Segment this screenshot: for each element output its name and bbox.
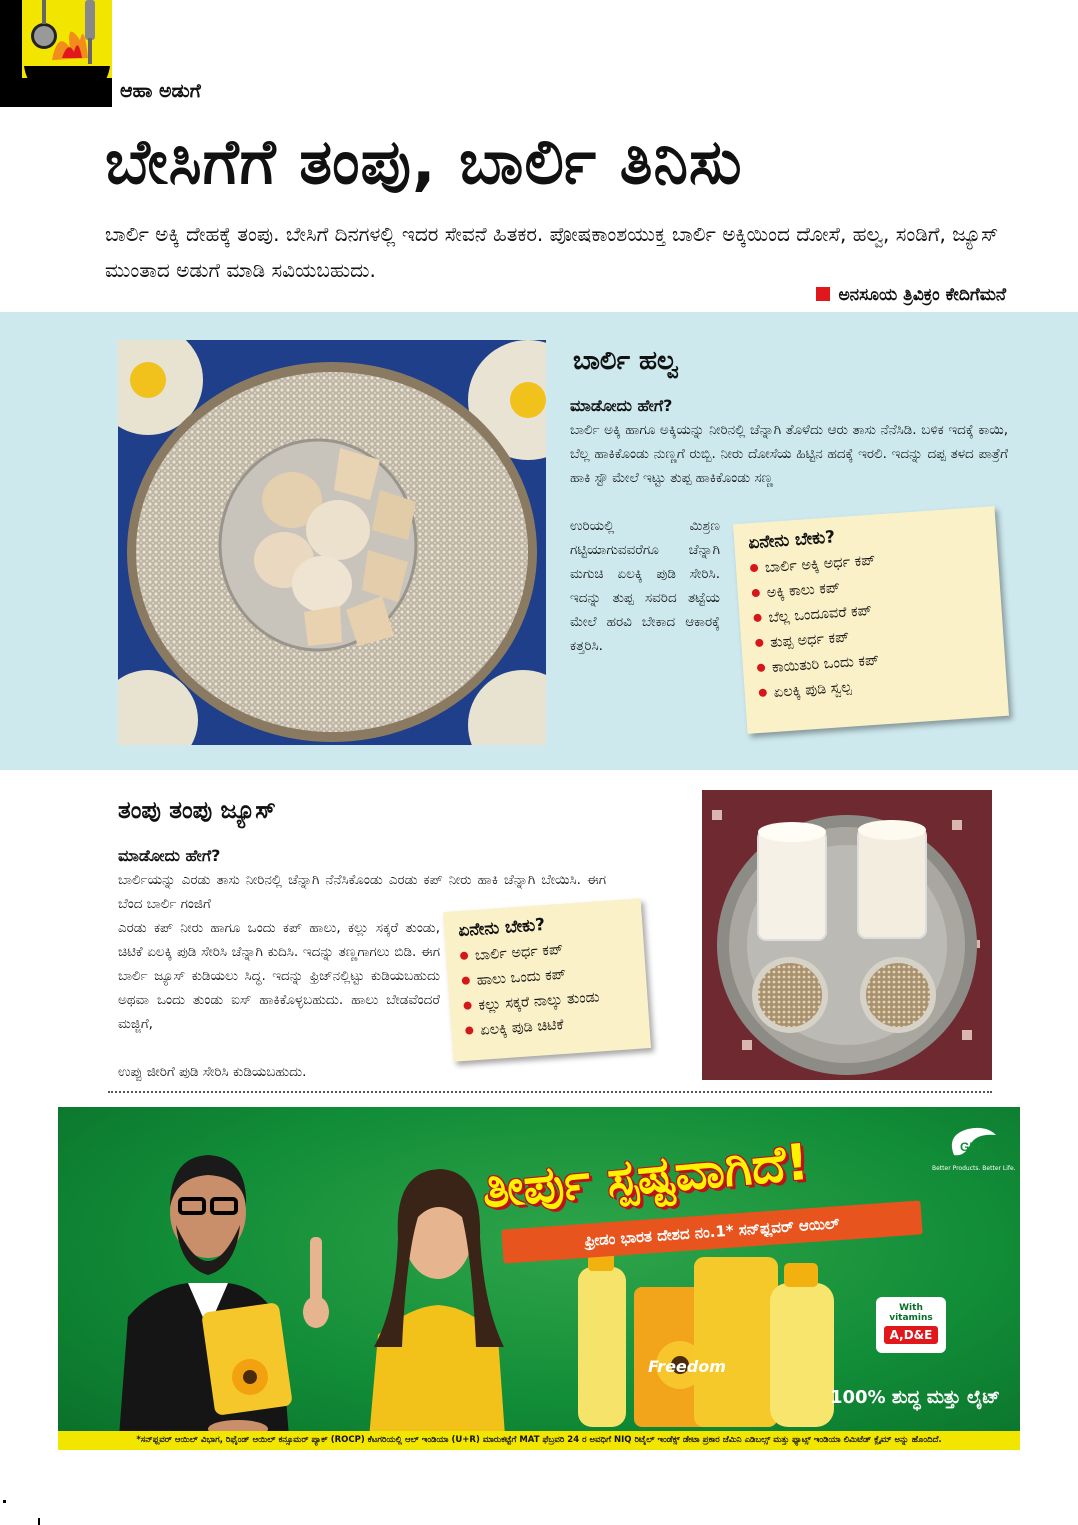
ingredient-item: ತುಪ್ಪ ಅರ್ಧ ಕಪ್ <box>755 616 990 657</box>
ad-tagline: 100% ಶುದ್ಧ ಮತ್ತು ಲೈಟ್ <box>830 1387 1001 1408</box>
juice-title: ತಂಪು ತಂಪು ಜ್ಯೂಸ್ <box>118 796 276 824</box>
ingredient-item: ಹಾಲು ಒಂದು ಕಪ್ <box>461 958 632 995</box>
halwa-method-heading: ಮಾಡೋದು ಹೇಗೆ? <box>570 396 673 415</box>
vitamin-badge-label: A,D&E <box>884 1326 939 1344</box>
freedom-oil-advertisement <box>58 1107 1020 1450</box>
print-mark <box>38 1518 40 1525</box>
author-name: ಅನಸೂಯ ತ್ರಿವಿಕ್ರಂ ಕೇದಿಗೆಮನೆ <box>838 285 1006 305</box>
cooking-utensils-icon <box>22 0 112 107</box>
byline <box>816 285 1006 305</box>
ingredients-heading: ಏನೇನು ಬೇಕು? <box>747 527 836 554</box>
juice-method-heading: ಮಾಡೋದು ಹೇಗೆ? <box>118 846 221 865</box>
juice-method-text-end: ಉಪ್ಪು ಜೀರಿಗೆ ಪುಡಿ ಸೇರಿಸಿ ಕುಡಿಯಬಹುದು. <box>118 1064 307 1080</box>
gef-logo-icon <box>946 1125 998 1165</box>
print-mark <box>3 1500 6 1503</box>
juice-method-text-continued: ಎರಡು ಕಪ್ ನೀರು ಹಾಗೂ ಒಂದು ಕಪ್ ಹಾಲು, ಕಲ್ಲು ಸಕ್ಕರೆ ತುಂಡು, ಚಿಟಿಕೆ ಏಲಕ್ಕಿ ಪುಡಿ ಸೇರಿಸಿ ಚೆನ್ನಾಗಿ ಕುದಿಸಿ. ಇದನ್ನು ತಣ್ಣಗಾಗಲು ಬಿಡಿ. ಈಗ ಬಾರ್ಲಿ ಜ್ಯೂಸ್ ಕುಡಿಯಲು ಸಿದ್ಧ. ಇದನ್ನು ಫ್ರಿಜ್‌ನಲ್ಲಿಟ್ಟು ಕುಡಿಯಬಹುದು ಅಥವಾ ಒಂದು ತುಂಡು ಐಸ್ ಹಾಕಿಕೊಳ್ಳಬಹುದು. ಹಾಲು ಬೇಡವೆಂದರೆ ಮಜ್ಜಿಗೆ, <box>118 920 440 1032</box>
ingredient-item: ಏಲಕ್ಕಿ ಪುಡಿ ಚಿಟಿಕೆ <box>465 1008 636 1045</box>
vitamin-badge-top: With vitamins <box>889 1303 933 1323</box>
halwa-title: ಬಾರ್ಲಿ ಹಲ್ವ <box>573 346 679 376</box>
ingredient-item: ಕಾಯಿತುರಿ ಒಂದು ಕಪ್ <box>756 641 991 682</box>
ingredient-item: ಅಕ್ಕಿ ಕಾಲು ಕಪ್ <box>751 566 986 607</box>
brand-label: Freedom <box>648 1357 726 1376</box>
juice-method-text: ಬಾರ್ಲಿಯನ್ನು ಎರಡು ತಾಸು ನೀರಿನಲ್ಲಿ ಚೆನ್ನಾಗಿ ನೆನೆಸಿಕೊಂಡು ಎರಡು ಕಪ್ ನೀರು ಹಾಕಿ ಚೆನ್ನಾಗಿ ಬೇಯಿಸಿ. ಈಗ ಬೆಂದ ಬಾರ್ಲಿ ಗಂಜಿಗೆ <box>118 872 606 912</box>
barley-juice-photo <box>702 790 992 1080</box>
halwa-method-text: ಬಾರ್ಲಿ ಅಕ್ಕಿ ಹಾಗೂ ಅಕ್ಕಿಯನ್ನು ನೀರಿನಲ್ಲಿ ಚೆನ್ನಾಗಿ ತೊಳೆದು ಆರು ತಾಸು ನೆನೆಸಿಡಿ. ಬಳಿಕ ಇದಕ್ಕೆ ಕಾಯಿ, ಬೆಲ್ಲ ಹಾಕಿಕೊಂಡು ನುಣ್ಣಗೆ ರುಬ್ಬಿ. ನೀರು ದೋಸೆಯ ಹಿಟ್ಟಿನ ಹದಕ್ಕೆ ಇರಲಿ. ಇದನ್ನು ದಪ್ಪ ತಳದ ಪಾತ್ರೆಗೆ ಹಾಕಿ ಸ್ಟೌ ಮೇಲೆ ಇಟ್ಟು ತುಪ್ಪ ಹಾಕಿಕೊಂಡು ಸಣ್ಣ <box>570 422 1008 486</box>
article-intro: ಬಾರ್ಲಿ ಅಕ್ಕಿ ದೇಹಕ್ಕೆ ತಂಪು. ಬೇಸಿಗೆ ದಿನಗಳಲ್ಲಿ ಇದರ ಸೇವನೆ ಹಿತಕರ. ಪೋಷಕಾಂಶಯುಕ್ತ ಬಾರ್ಲಿ ಅಕ್ಕಿಯಿಂದ ದೋಸೆ, ಹಲ್ವ, ಸಂಡಿಗೆ, ಜ್ಯೂಸ್ ಮುಂತಾದ ಅಡುಗೆ ಮಾಡಿ ಸವಿಯಬಹುದು. <box>105 222 999 282</box>
article-headline: ಬೇಸಿಗೆಗೆ ತಂಪು, ಬಾರ್ಲಿ ತಿನಿಸು <box>105 125 743 198</box>
ingredients-list <box>459 933 636 1045</box>
ingredient-item: ಬೆಲ್ಲ ಒಂದೂವರೆ ಕಪ್ <box>753 591 988 632</box>
ingredients-list <box>749 541 993 707</box>
ingredients-heading: ಏನೇನು ಬೇಕು? <box>457 915 546 942</box>
halwa-method-text-continued: ಉರಿಯಲ್ಲಿ ಮಿಶ್ರಣ ಗಟ್ಟಿಯಾಗುವವರೆಗೂ ಚೆನ್ನಾಗಿ ಮಗುಚಿ ಏಲಕ್ಕಿ ಪುಡಿ ಸೇರಿಸಿ. ಇದನ್ನು ತುಪ್ಪ ಸವರಿದ ತಟ್ಟೆಯ ಮೇಲೆ ಹರವಿ ಬೇಕಾದ ಆಕಾರಕ್ಕೆ ಕತ್ತರಿಸಿ. <box>570 518 720 654</box>
juice-ingredients-note <box>443 898 651 1061</box>
ad-ribbon: ಫ್ರೀಡಂ ಭಾರತ ದೇಶದ ನಂ.1* ಸನ್‌ಫ್ಲವರ್ ಆಯಿಲ್ <box>501 1200 922 1263</box>
halwa-ingredients-note <box>733 506 1009 734</box>
ad-headline: ತೀರ್ಪು ಸ್ಪಷ್ಟವಾಗಿದೆ! <box>480 1132 811 1220</box>
column-name: ಆಹಾ ಅಡುಗೆ <box>120 80 201 102</box>
barley-halwa-photo <box>118 340 546 745</box>
ingredient-item: ಕಲ್ಲು ಸಕ್ಕರೆ ನಾಲ್ಕು ತುಂಡು <box>463 983 634 1020</box>
ad-footnote: *ಸನ್‌ಫ್ಲವರ್ ಆಯಿಲ್ ವಿಭಾಗ, ರಿಫೈಂಡ್ ಆಯಿಲ್ ಕನ್ಸೂಮರ್ ಪ್ಯಾಕ್ (ROCP) ಕೆಟಗರಿಯಲ್ಲಿ ಆಲ್ ಇಂಡಿಯಾ (U+R) ಮಾರುಕಟ್ಟೆಗೆ MAT ಫೆಬ್ರವರಿ 24 ರ ಅವಧಿಗೆ NIQ ರಿಟೈಲ್ ಇಂಡೆಕ್ಸ್ ಡೇಟಾ ಪ್ರಕಾರ ಜೆಮಿನಿ ಎಡಿಬಲ್ಸ್ ಮತ್ತು ಫ್ಯಾಟ್ಸ್ ಇಂಡಿಯಾ ಲಿಮಿಟೆಡ್ ಕ್ಲೈಮ್ ಅನ್ನು ಹೊಂದಿದೆ. <box>58 1431 1020 1450</box>
ingredient-item: ಬಾರ್ಲಿ ಅರ್ಧ ಕಪ್ <box>459 933 630 970</box>
byline-marker <box>816 287 830 301</box>
column-logo <box>0 0 112 107</box>
ingredient-item: ಬಾರ್ಲಿ ಅಕ್ಕಿ ಅರ್ಧ ಕಪ್ <box>749 541 984 582</box>
gef-logo-text: GEF <box>960 1140 985 1154</box>
vitamin-badge <box>876 1297 946 1353</box>
ingredient-item: ಏಲಕ್ಕಿ ಪುಡಿ ಸ್ವಲ್ಪ <box>758 666 993 707</box>
gef-slogan: Better Products. Better Life. <box>932 1165 1016 1172</box>
section-divider <box>108 1091 992 1093</box>
